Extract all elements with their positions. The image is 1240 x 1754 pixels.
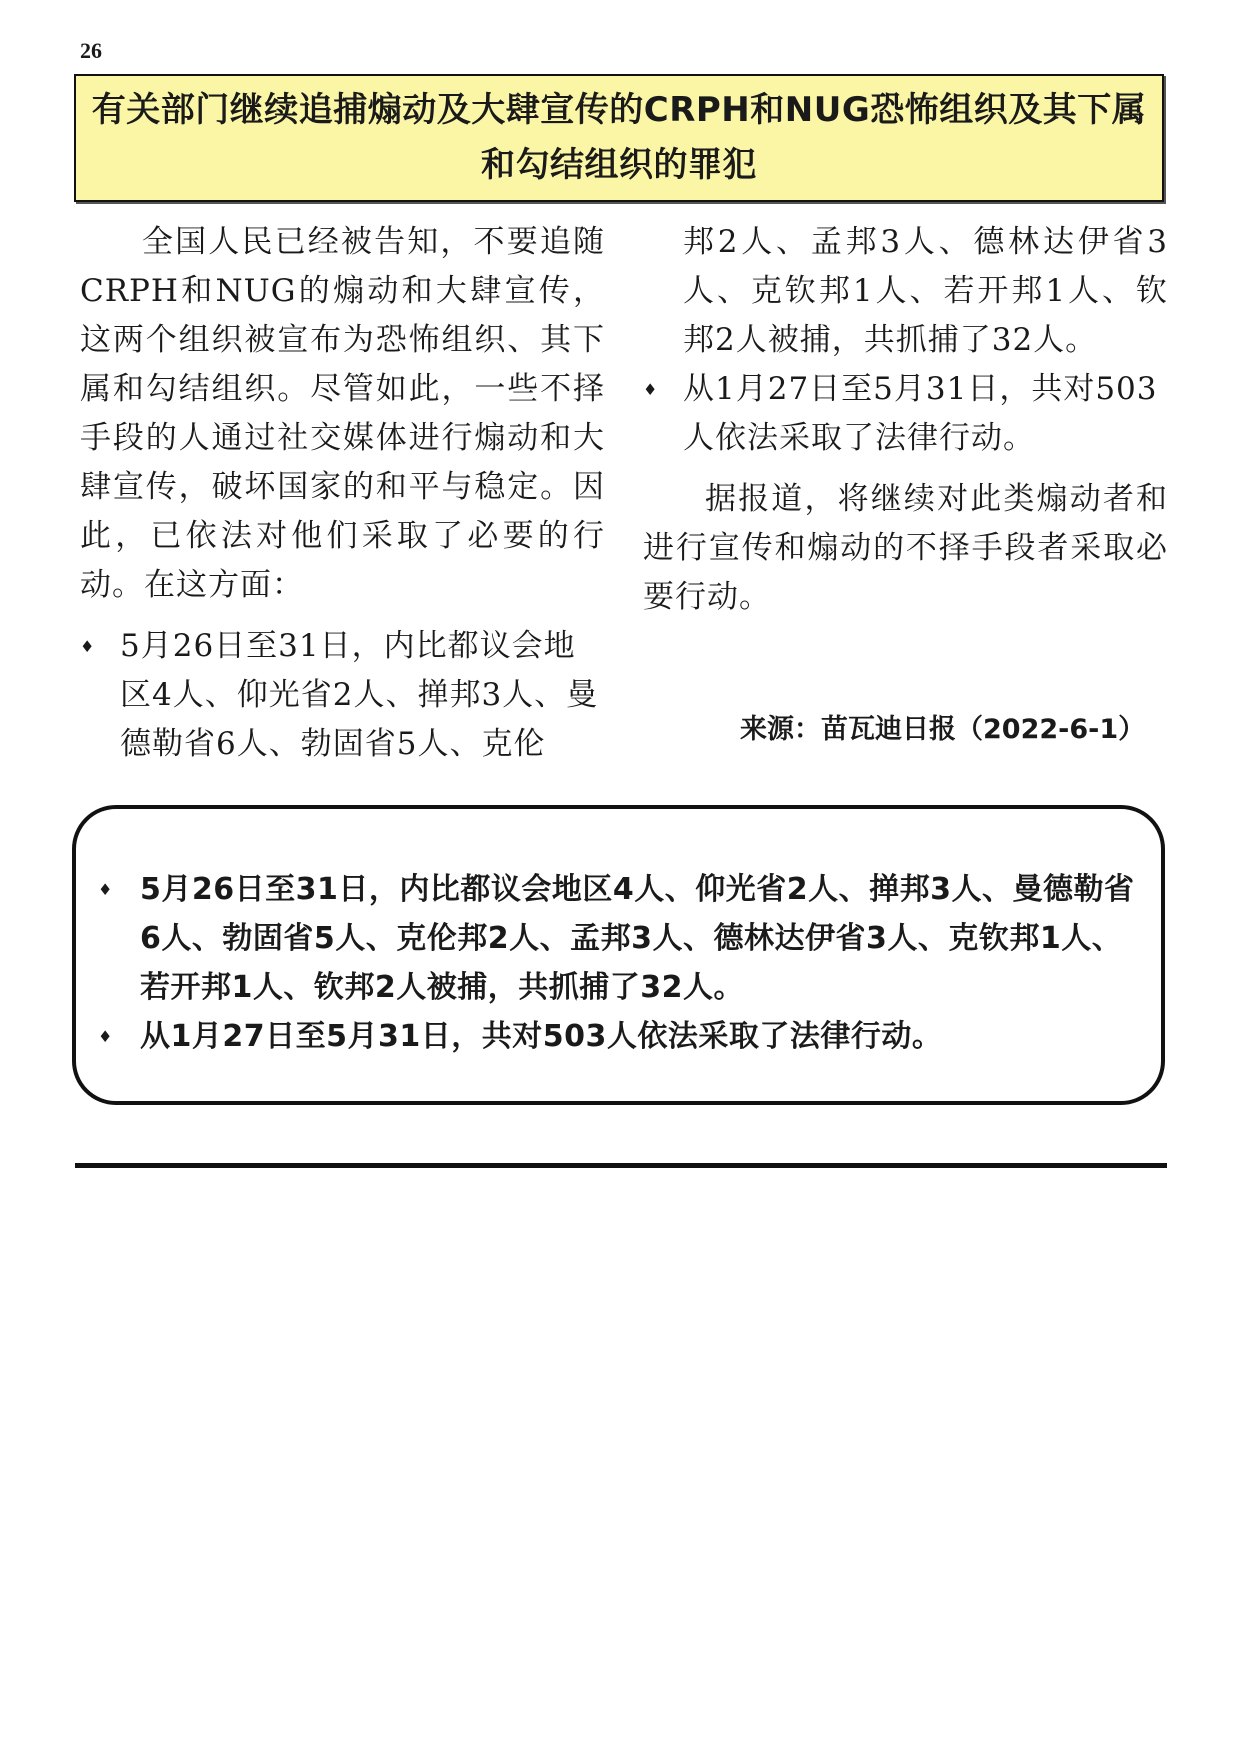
left-column <box>80 218 605 769</box>
summary-item-arrests <box>98 865 1139 1012</box>
bullet-list <box>80 622 605 769</box>
intro-paragraph: 全国人民已经被告知，不要追随CRPH和NUG的煽动和大肆宣传，这两个组织被宣布为恐怖组织、其下属和勾结组织。尽管如此，一些不择手段的人通过社交媒体进行煽动和大肆宣传，破坏国家的和平与稳定。因此，已依法对他们采取了必要的行动。在这方面： <box>80 224 605 603</box>
horizontal-divider <box>75 1163 1167 1168</box>
summary-text-legal-action: 从1月27日至5月31日，共对503人依法采取了法律行动。 <box>140 1019 943 1054</box>
bullet-diamond-icon: ♦ <box>98 880 113 899</box>
summary-item-legal-action <box>98 1012 1139 1061</box>
bullet-diamond-icon: ♦ <box>98 1027 113 1046</box>
bullet-text-part2: 邦2人、孟邦3人、德林达伊省3人、克钦邦1人、若开邦1人、钦邦2人被捕，共抓捕了32人。 <box>683 224 1168 358</box>
bullet-item-arrests <box>80 622 605 769</box>
right-column <box>643 218 1168 622</box>
summary-text-arrests: 5月26日至31日，内比都议会地区4人、仰光省2人、掸邦3人、曼德勒省6人、勃固省5人、克伦邦2人、孟邦3人、德林达伊省3人、克钦邦1人、若开邦1人、钦邦2人被捕，共抓捕了32人。 <box>140 872 1135 1005</box>
bullet-item-legal-action <box>643 365 1168 463</box>
bullet-diamond-icon: ♦ <box>643 380 659 399</box>
bullet-text-legal-action: 从1月27日至5月31日，共对503人依法采取了法律行动。 <box>683 371 1158 456</box>
article-title: 有关部门继续追捕煽动及大肆宣传的CRPH和NUG恐怖组织及其下属和勾结组织的罪犯 <box>91 90 1147 185</box>
bullet-text-part1: 5月26日至31日，内比都议会地区4人、仰光省2人、掸邦3人、曼德勒省6人、勃固省5人、克伦 <box>120 628 599 762</box>
bullet-diamond-icon: ♦ <box>80 637 96 656</box>
bullet-list-continued <box>643 365 1168 463</box>
summary-bullet-list <box>98 865 1139 1061</box>
page-number: 26 <box>80 38 102 63</box>
source-credit: 来源：苗瓦迪日报（2022-6-1） <box>740 714 1146 745</box>
title-banner <box>74 74 1164 202</box>
closing-paragraph: 据报道，将继续对此类煽动者和进行宣传和煽动的不择手段者采取必要行动。 <box>643 481 1168 615</box>
summary-box <box>72 805 1165 1105</box>
